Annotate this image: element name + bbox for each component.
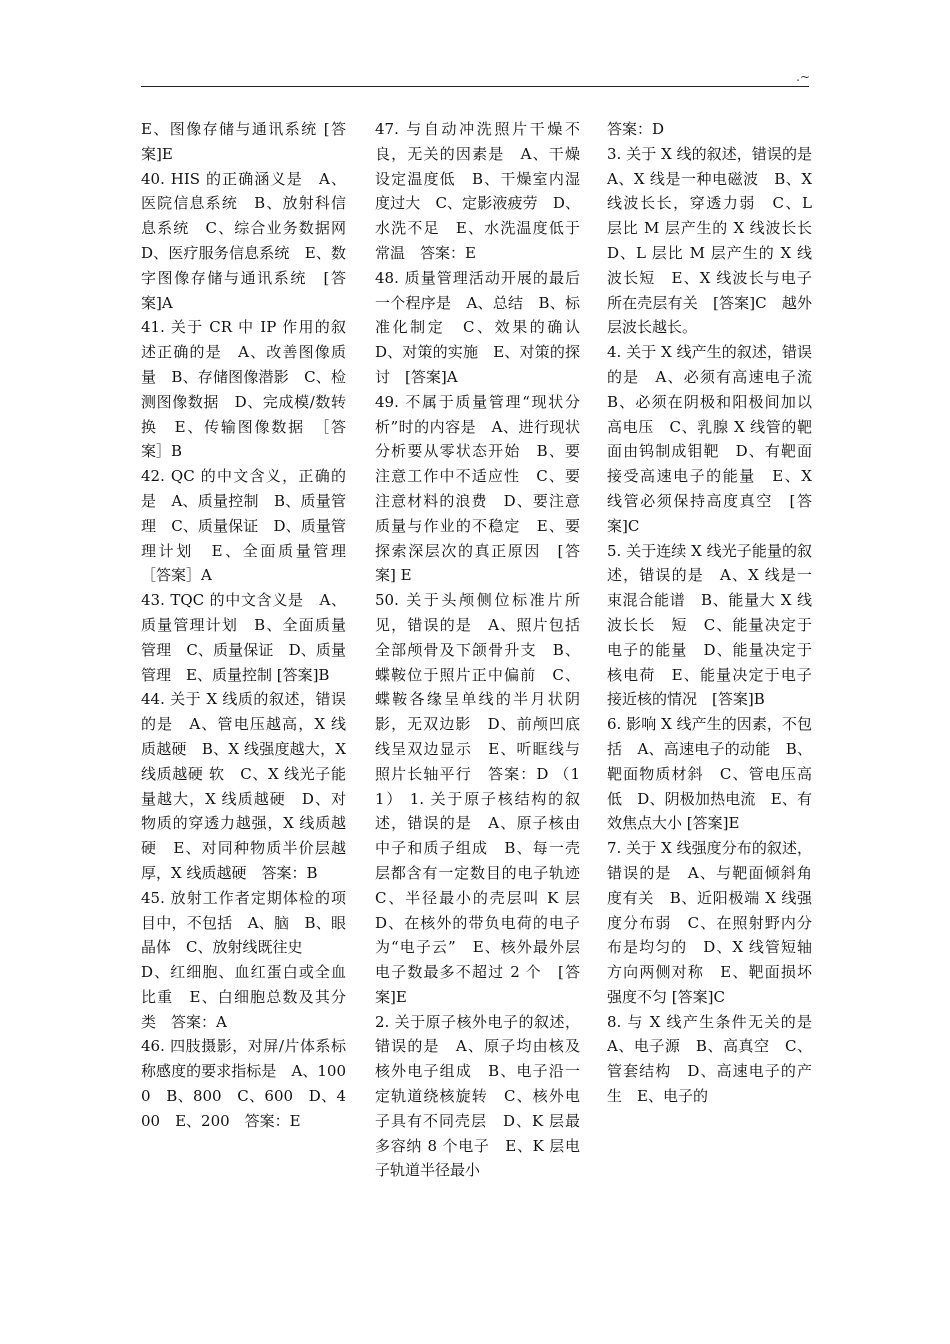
page-header-mark: .~ xyxy=(796,70,810,84)
paragraph: 40. HIS 的正确涵义是 A、医院信息系统 B、放射科信息系统 C、综合业务数据网 D、医疗服务信息系统 E、数字图像存储与通讯系统 [答案]A xyxy=(141,169,362,312)
paragraph: 41. 关于 CR 中 IP 作用的叙述正确的是 A、改善图像质量 B、存储图像潜影 C、检测图像数据 D、完成模/数转换 E、传输图像数据 ［答案］B xyxy=(141,318,346,461)
paragraph: 答案：D xyxy=(607,120,665,138)
paragraph: 44. 关于 X 线质的叙述，错误的是 A、管电压越高，X 线质越硬 B、X 线强度越大，X 线质越硬 软 C、X 线光子能量越大，X 线质越硬 D、对物质的穿透力越强，X 线质越硬 E、对同种物质半价层越厚，X 线质越硬 答案：B xyxy=(141,690,346,882)
paragraph: 7. 关于 X 线强度分布的叙述，错误的是 A、与靶面倾斜角度有关 B、近阳极端 X 线强度分布弱 C、在照射野内分布是均匀的 D、X 线管短轴方向两侧对称 E、靶面损坏强度不匀 [答案]C xyxy=(607,839,812,1006)
paragraph: 48. 质量管理活动开展的最后一个程序是 A、总结 B、标准化制定 C、效果的确认 D、对策的实施 E、对策的探讨 [答案]A xyxy=(375,268,596,386)
paragraph: 42. QC 的中文含义，正确的是 A、质量控制 B、质量管理 C、质量保证 D、质量管理计划 E、全面质量管理 ［答案］A xyxy=(141,467,362,585)
text-column-3 xyxy=(607,117,828,1109)
paragraph: 46. 四肢摄影，对屏/片体系标称感度的要求指标是 A、1000 B、800 C、600 D、400 E、200 答案：E xyxy=(141,1037,346,1130)
paragraph: D、红细胞、血红蛋白或全血比重 E、白细胞总数及其分类 答案：A xyxy=(141,963,346,1031)
text-column-1 xyxy=(141,117,362,1134)
paragraph: 49. 不属于质量管理“现状分析”时的内容是 A、进行现状分析要从零状态开始 B、要注意工作中不适应性 C、要注意材料的浪费 D、要注意质量与作业的不稳定 E、要探索深层次的真正原因 [答案] E xyxy=(375,392,580,585)
paragraph: 50. 关于头颅侧位标准片所见，错误的是 A、照片包括全部颅骨及下颌骨升支 B、蝶鞍位于照片正中偏前 C、蝶鞍各缘呈单线的半月状阴影，无双边影 D、前颅凹底线呈双边显示 E、听眶线与照片长轴平行 答案：D （11） 1. 关于原子核结构的叙述，错误的是 A、原子核由中子和质子组成 B、每一壳层都含有一定数目的电子轨迹 C、半径最小的壳层叫 K 层 D、在核外的带负电荷的电子为“电子云” E、核外最外层电子数最多不超过 2 个 [答案]E xyxy=(375,591,596,1006)
text-column-2 xyxy=(375,117,596,1183)
paragraph: 2. 关于原子核外电子的叙述，错误的是 A、原子均由核及核外电子组成 B、电子沿一定轨道绕核旋转 C、核外电子具有不同壳层 D、K 层最多容纳 8 个电子 E、K 层电子轨道半径最小 xyxy=(375,1012,580,1180)
paragraph: 8. 与 X 线产生条件无关的是 A、电子源 B、高真空 C、管套结构 D、高速电子的产生 E、电子的 xyxy=(607,1012,828,1106)
paragraph: 5. 关于连续 X 线光子能量的叙述，错误的是 A、X 线是一束混合能谱 B、能量大 X 线波长长 短 C、能量决定于电子的能量 D、能量决定于核电荷 E、能量决定于电子接近核的情况 [答案]B xyxy=(607,541,812,709)
paragraph: 45. 放射工作者定期体检的项目中，不包括 A、脑 B、眼晶体 C、放射线既往史 xyxy=(141,888,346,957)
paragraph: E、图像存储与通讯系统 [答案]E xyxy=(141,120,346,163)
paragraph: 4. 关于 X 线产生的叙述，错误的是 A、必须有高速电子流 B、必须在阴极和阳极间加以高电压 C、乳腺 X 线管的靶面由钨制成钼靶 D、有靶面接受高速电子的能量 E、X 线管必须保持高度真空 [答案]C xyxy=(607,343,828,535)
paragraph: 6. 影响 X 线产生的因素，不包括 A、高速电子的动能 B、靶面物质材斜 C、管电压高低 D、阴极加热电流 E、有效焦点大小 [答案]E xyxy=(607,715,812,833)
paragraph: 47. 与自动冲洗照片干燥不良，无关的因素是 A、干燥设定温度低 B、干燥室内湿度过大 C、定影液疲劳 D、水洗不足 E、水洗温度低于常温 答案：E xyxy=(375,120,580,262)
paragraph: 43. TQC 的中文含义是 A、质量管理计划 B、全面质量管理 C、质量保证 D、质量管理 E、质量控制 [答案]B xyxy=(141,591,346,684)
paragraph: 3. 关于 X 线的叙述，错误的是 A、X 线是一种电磁波 B、X 线波长长，穿透力弱 C、L 层比 M 层产生的 X 线波长长 D、L 层比 M 层产生的 X 线波长短 E、X 线波长与电子所在壳层有关 [答案]C 越外层波长越长。 xyxy=(607,144,828,337)
header-rule xyxy=(141,86,809,87)
